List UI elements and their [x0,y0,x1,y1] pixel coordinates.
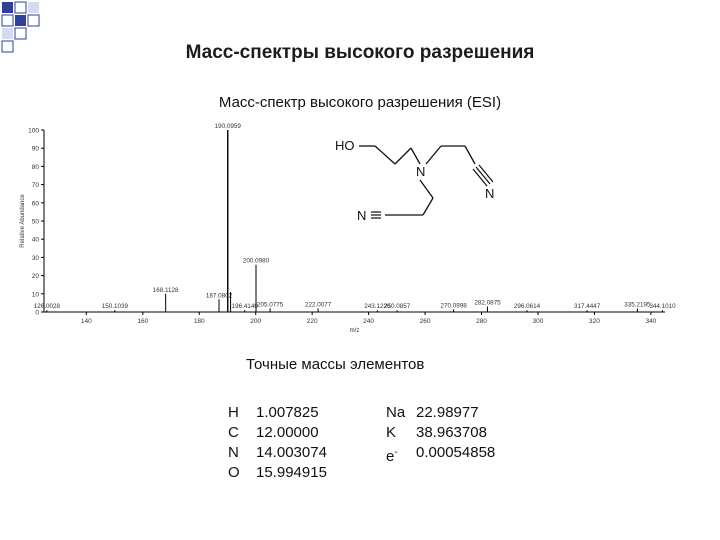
y-tick-label: 0 [35,309,39,317]
y-tick-label: 10 [31,291,39,299]
peak-label: 250.0857 [383,303,411,311]
y-tick-label: 60 [31,200,39,208]
exact-masses-title: Точные массы элементов [246,356,425,373]
y-tick-label: 20 [31,273,39,281]
x-tick-label: 340 [645,318,657,325]
peak-label: 243.1220 [364,303,391,311]
mass-row-electron [386,443,495,467]
mass-row-h [228,403,327,423]
element-mass: 22.98977 [416,404,479,421]
peak-label: 317.4447 [573,303,601,311]
peak-label: 205.0775 [256,301,284,309]
molecule-n-bottom-left: N [357,208,367,223]
mass-row-na [386,403,495,423]
element-symbol: O [228,464,240,481]
y-tick-label: 30 [31,254,39,262]
element-mass: 14.003074 [256,444,327,461]
peak-label: 335.2195 [624,301,651,309]
x-tick-label: 140 [80,318,92,325]
chart-title: Масс-спектр высокого разрешения (ESI) [218,94,502,111]
element-symbol: K [386,424,397,441]
x-tick-label: 200 [250,318,262,325]
y-tick-label: 50 [31,218,39,226]
y-tick-label: 100 [28,127,39,135]
element-mass: 15.994915 [256,464,327,481]
element-mass: 38.963708 [416,424,487,441]
x-tick-label: 300 [532,318,544,325]
peak-label: 296.0614 [513,303,541,311]
element-mass: 0.00054858 [416,444,496,461]
x-tick-label: 180 [193,318,205,325]
peak-label: 282.0875 [474,299,501,307]
mass-row-k [386,423,495,443]
x-tick-label: 160 [137,318,149,325]
element-mass: 1.007825 [256,404,319,421]
y-tick-label: 40 [31,236,39,244]
molecule-structure [325,130,515,235]
element-symbol: Na [386,404,406,421]
peak-label: 150.1039 [101,303,128,311]
peak-label: 126.0028 [33,303,60,311]
y-tick-label: 90 [31,145,39,153]
element-symbol [386,443,416,467]
mass-row-c [228,423,327,443]
element-symbol: N [228,444,239,461]
molecule-n-top-right: N [485,186,495,201]
electron-symbol: e [386,448,395,465]
peak-label: 187.0802 [205,292,233,300]
peak-label: 344.1010 [649,303,676,311]
electron-charge: - [394,447,398,458]
x-tick-label: 280 [476,318,487,325]
exact-masses-right-column [386,403,495,467]
peak-label: 168.1128 [152,286,179,294]
x-axis-label: m/z [349,328,360,334]
slide-title: Масс-спектры высокого разрешения [185,42,535,63]
x-tick-label: 320 [589,318,600,325]
peak-label: 196.4140 [231,303,258,311]
molecule-ho-label: HO [335,138,355,153]
element-symbol: H [228,404,239,421]
molecule-n-center: N [416,164,426,179]
x-tick-label: 220 [306,318,318,325]
peak-label: 200.0980 [242,257,270,265]
y-tick-label: 70 [31,182,39,190]
x-tick-label: 260 [419,318,431,325]
peak-label: 222.0077 [304,301,332,309]
mass-row-n [228,443,327,463]
y-axis-label: Relative Abundance [20,194,26,248]
element-mass: 12.00000 [256,424,319,441]
peak-label: 270.0998 [440,302,467,310]
x-tick-label: 240 [363,318,375,325]
element-symbol: C [228,424,239,441]
mass-row-o [228,463,327,483]
y-tick-label: 80 [31,163,39,171]
peak-label: 190.0959 [214,123,241,130]
exact-masses-left-column [228,403,327,483]
